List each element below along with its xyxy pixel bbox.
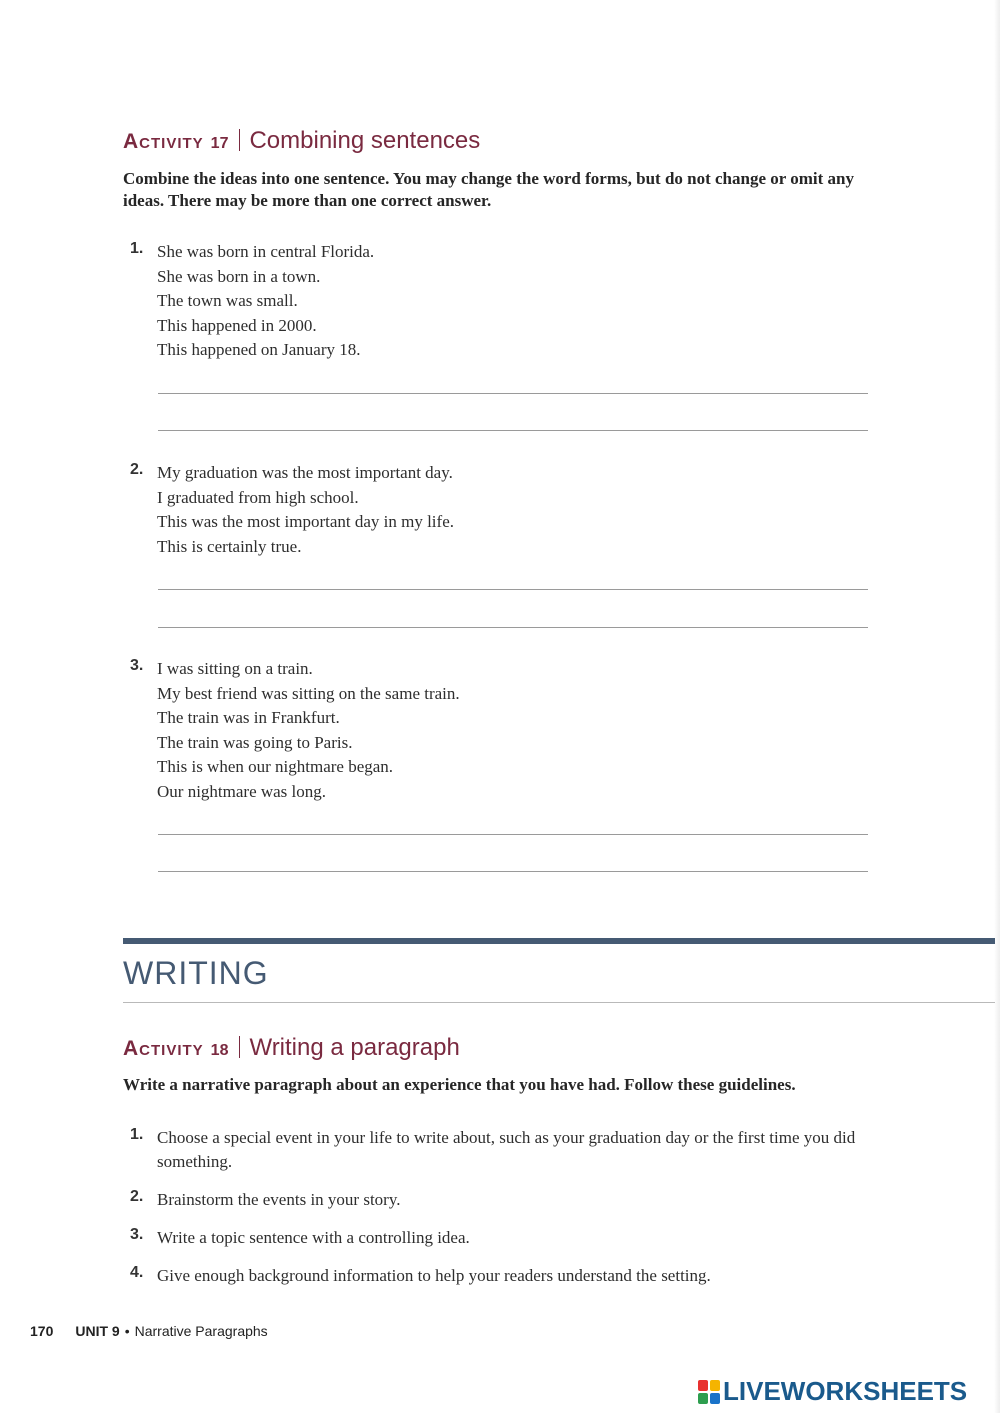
prompt-line: I was sitting on a train. <box>157 659 313 678</box>
prompt-line: My best friend was sitting on the same train. <box>157 683 460 703</box>
unit-label: UNIT 9 <box>75 1323 120 1339</box>
footer-bullet: • <box>124 1323 130 1339</box>
prompt-line: She was born in a town. <box>157 266 321 286</box>
page-number: 170 <box>30 1323 54 1339</box>
prompt-line: This was the most important day in my life. <box>157 512 454 532</box>
item-number: 3. <box>130 657 144 674</box>
activity-18-instructions: Write a narrative paragraph about an experience that you have had. Follow these guidelines. <box>123 1075 796 1094</box>
logo-square <box>710 1380 720 1391</box>
prompt-line: I graduated from high school. <box>157 487 359 507</box>
prompt-line: This is when our nightmare began. <box>157 757 394 777</box>
item-number: 3. <box>130 1226 144 1243</box>
answer-line[interactable] <box>158 589 868 590</box>
prompt-line: This is certainly true. <box>157 536 302 556</box>
activity-number: 17 <box>210 135 229 152</box>
prompt-line: The train was going to Paris. <box>157 732 353 752</box>
answer-line[interactable] <box>158 627 868 628</box>
guideline-text: Brainstorm the events in your story. <box>157 1190 401 1209</box>
section-rule <box>123 1002 995 1003</box>
prompt-line: The train was in Frankfurt. <box>157 708 340 728</box>
activity-17-instructions: Combine the ideas into one sentence. You may change the word forms, but do not change or omit any ideas. There may be more than one correct answer. <box>123 169 854 210</box>
answer-line[interactable] <box>158 393 868 394</box>
guideline-item-3 <box>130 1226 890 1250</box>
header-separator <box>239 129 240 151</box>
answer-line[interactable] <box>158 834 868 835</box>
prompt-line: This happened in 2000. <box>157 315 317 335</box>
activity-17-header <box>123 126 480 155</box>
item-number: 4. <box>130 1264 144 1281</box>
activity-18-header <box>123 1033 460 1062</box>
prompt-line: The town was small. <box>157 291 298 311</box>
prompt-line: She was born in central Florida. <box>157 242 375 261</box>
logo-square <box>710 1393 720 1404</box>
watermark-text: LIVEWORKSHEETS <box>723 1376 968 1406</box>
item-number: 1. <box>130 240 144 257</box>
liveworksheets-watermark <box>698 1376 967 1407</box>
logo-square <box>698 1380 708 1391</box>
prompt-line: Our nightmare was long. <box>157 781 327 801</box>
guideline-item-4 <box>130 1264 890 1288</box>
activity-label: Activity <box>123 130 204 153</box>
liveworksheets-logo-icon <box>698 1380 720 1404</box>
prompt-line: My graduation was the most important day. <box>157 463 453 482</box>
item-number: 2. <box>130 1188 144 1205</box>
exercise-item-2 <box>130 461 870 559</box>
item-number: 1. <box>130 1126 144 1143</box>
answer-line[interactable] <box>158 871 868 872</box>
section-title: WRITING <box>123 955 269 991</box>
guideline-text: Give enough background information to help your readers understand the setting. <box>157 1266 711 1285</box>
logo-square <box>698 1393 708 1404</box>
prompt-line: This happened on January 18. <box>157 340 361 360</box>
item-number: 2. <box>130 461 144 478</box>
activity-number: 18 <box>210 1042 229 1059</box>
guideline-item-2 <box>130 1188 890 1212</box>
header-separator <box>239 1036 240 1058</box>
page-edge <box>994 0 1000 1413</box>
guideline-text: Write a topic sentence with a controlling idea. <box>157 1228 470 1247</box>
page-footer <box>30 1323 268 1339</box>
chapter-title: Narrative Paragraphs <box>134 1323 268 1339</box>
activity-title: Writing a paragraph <box>249 1034 460 1061</box>
exercise-item-3 <box>130 657 870 805</box>
answer-line[interactable] <box>158 430 868 431</box>
exercise-item-1 <box>130 240 870 363</box>
section-divider-bar <box>123 938 995 944</box>
guideline-text: Choose a special event in your life to write about, such as your graduation day or the first time you did something. <box>157 1128 856 1171</box>
guideline-item-1 <box>130 1126 890 1174</box>
activity-label: Activity <box>123 1037 204 1060</box>
activity-title: Combining sentences <box>249 127 481 154</box>
